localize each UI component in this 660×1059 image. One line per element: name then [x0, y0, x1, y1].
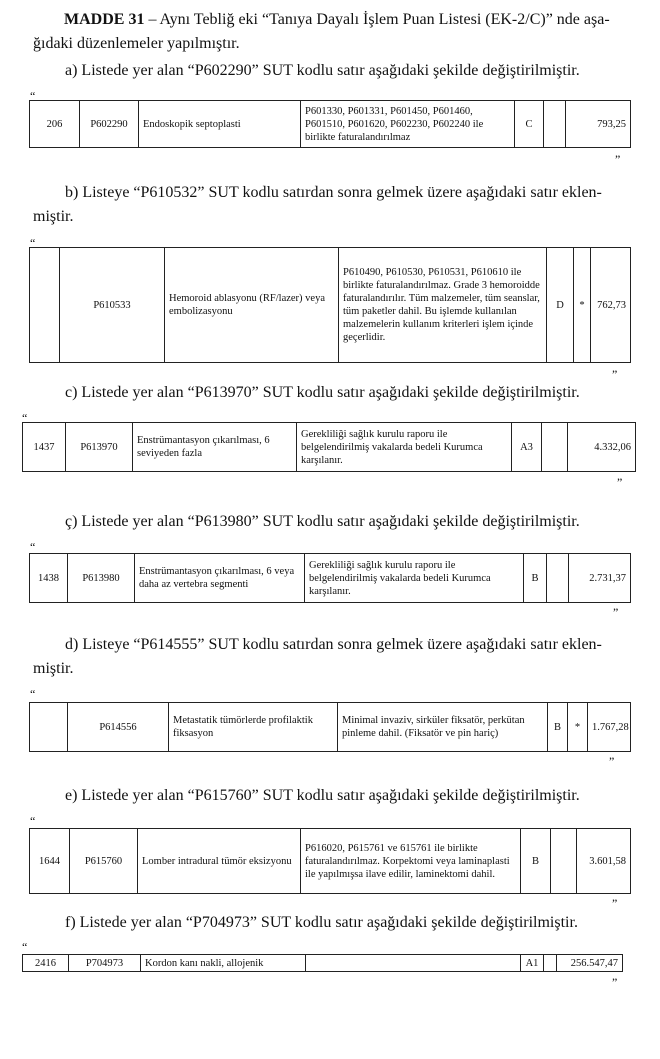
- sut-table-c-cedilla: [29, 553, 631, 603]
- table-row: [30, 703, 631, 752]
- close-quote: ”: [617, 475, 623, 489]
- cell-puan: 793,25: [566, 101, 631, 148]
- sut-table-c: [22, 422, 636, 472]
- cell-sut-kodu: P610533: [60, 248, 165, 363]
- cell-islem-adi: Kordon kanı nakli, allojenik: [141, 955, 306, 972]
- section-heading-c: c) Listede yer alan “P613970” SUT kodlu satır aşağıdaki şekilde değiştirilmiştir.: [65, 384, 580, 401]
- close-quote: ”: [612, 367, 618, 381]
- table-row: [23, 423, 636, 472]
- cell-isaret: [547, 554, 569, 603]
- cell-puan: 4.332,06: [568, 423, 636, 472]
- table-row: [30, 248, 631, 363]
- open-quote: “: [30, 814, 36, 828]
- sut-table-b: [29, 247, 631, 363]
- cell-isaret: [542, 423, 568, 472]
- cell-sira: [30, 248, 60, 363]
- cell-isaret: [544, 101, 566, 148]
- cell-aciklama: Gerekliliği sağlık kurulu raporu ile belgelendirilmiş vakalarda bedeli Kurumca karşılanır.: [297, 423, 512, 472]
- cell-aciklama: P616020, P615761 ve 615761 ile birlikte faturalandırılmaz. Korpektomi veya laminaplasti ile yapılmışsa ilave edilir, laminektomi dahil.: [301, 829, 521, 894]
- cell-aciklama: P601330, P601331, P601450, P601460, P601510, P601620, P602230, P602240 ile birlikte faturalandırılmaz: [301, 101, 515, 148]
- section-heading-c-cedilla: ç) Listede yer alan “P613980” SUT kodlu satır aşağıdaki şekilde değiştirilmiştir.: [65, 513, 580, 530]
- cell-grup: B: [524, 554, 547, 603]
- open-quote: “: [30, 540, 36, 554]
- table-row: [30, 101, 631, 148]
- cell-islem-adi: Metastatik tümörlerde profilaktik fiksasyon: [169, 703, 338, 752]
- open-quote: “: [30, 236, 36, 250]
- open-quote: “: [22, 940, 28, 954]
- close-quote: ”: [609, 754, 615, 768]
- cell-islem-adi: Endoskopik septoplasti: [139, 101, 301, 148]
- sut-table-f: [22, 954, 623, 972]
- article-intro-line-2: ğıdaki düzenlemeler yapılmıştır.: [33, 35, 240, 52]
- open-quote: “: [30, 687, 36, 701]
- cell-puan: 762,73: [591, 248, 631, 363]
- cell-grup: B: [521, 829, 551, 894]
- cell-grup: A3: [512, 423, 542, 472]
- cell-puan: 256.547,47: [557, 955, 623, 972]
- sut-table-e: [29, 828, 631, 894]
- cell-islem-adi: Enstrümantasyon çıkarılması, 6 veya daha az vertebra segmenti: [135, 554, 305, 603]
- section-heading-e: e) Listede yer alan “P615760” SUT kodlu satır aşağıdaki şekilde değiştirilmiştir.: [65, 787, 580, 804]
- cell-puan: 1.767,28: [588, 703, 631, 752]
- article-intro-text: – Aynı Tebliğ eki “Tanıya Dayalı İşlem Puan Listesi (EK-2/C)” nde aşa-: [144, 11, 610, 28]
- cell-sut-kodu: P613980: [68, 554, 135, 603]
- cell-grup: A1: [521, 955, 544, 972]
- cell-aciklama: Gerekliliği sağlık kurulu raporu ile belgelendirilmiş vakalarda bedeli Kurumca karşılanır.: [305, 554, 524, 603]
- cell-sira: 1644: [30, 829, 70, 894]
- cell-grup: D: [547, 248, 574, 363]
- cell-aciklama: Minimal invaziv, sirküler fiksatör, perkütan pinleme dahil. (Fiksatör ve pin hariç): [338, 703, 548, 752]
- cell-islem-adi: Enstrümantasyon çıkarılması, 6 seviyeden fazla: [133, 423, 297, 472]
- cell-isaret: *: [568, 703, 588, 752]
- cell-isaret: [544, 955, 557, 972]
- close-quote: ”: [612, 896, 618, 910]
- open-quote: “: [30, 89, 36, 103]
- cell-sut-kodu: P704973: [69, 955, 141, 972]
- section-heading-f: f) Listede yer alan “P704973” SUT kodlu satır aşağıdaki şekilde değiştirilmiştir.: [65, 914, 578, 931]
- article-number: MADDE 31: [64, 11, 145, 28]
- cell-isaret: [551, 829, 577, 894]
- cell-sira: 1437: [23, 423, 66, 472]
- cell-sut-kodu: P615760: [70, 829, 138, 894]
- table-row: [23, 955, 623, 972]
- cell-sira: 2416: [23, 955, 69, 972]
- close-quote: ”: [613, 605, 619, 619]
- section-heading-d: d) Listeye “P614555” SUT kodlu satırdan sonra gelmek üzere aşağıdaki satır eklen-: [65, 636, 602, 653]
- cell-puan: 2.731,37: [569, 554, 631, 603]
- section-heading-b-cont: miştir.: [33, 208, 74, 225]
- cell-grup: B: [548, 703, 568, 752]
- cell-sut-kodu: P614556: [68, 703, 169, 752]
- close-quote: ”: [612, 975, 618, 989]
- sut-table-a: [29, 100, 631, 148]
- cell-sira: 1438: [30, 554, 68, 603]
- cell-grup: C: [515, 101, 544, 148]
- close-quote: ”: [615, 152, 621, 166]
- table-row: [30, 554, 631, 603]
- cell-islem-adi: Hemoroid ablasyonu (RF/lazer) veya embolizasyonu: [165, 248, 339, 363]
- table-row: [30, 829, 631, 894]
- cell-aciklama: [306, 955, 521, 972]
- section-heading-b: b) Listeye “P610532” SUT kodlu satırdan sonra gelmek üzere aşağıdaki satır eklen-: [65, 184, 602, 201]
- open-quote: “: [22, 411, 28, 425]
- cell-sut-kodu: P602290: [80, 101, 139, 148]
- sut-table-d: [29, 702, 631, 752]
- cell-aciklama: P610490, P610530, P610531, P610610 ile birlikte faturalandırılmaz. Grade 3 hemoroidde faturalandırılır. Tüm malzemeler, tüm seanslar, tüm paketler dahil. Bu işlemde kullanılan malzemelerin kullanım kriterleri işlem içinde geçerlidir.: [339, 248, 547, 363]
- cell-sut-kodu: P613970: [66, 423, 133, 472]
- cell-isaret: *: [574, 248, 591, 363]
- article-intro-line-1: [64, 10, 610, 30]
- section-heading-d-cont: miştir.: [33, 660, 74, 677]
- cell-islem-adi: Lomber intradural tümör eksizyonu: [138, 829, 301, 894]
- cell-sira: 206: [30, 101, 80, 148]
- section-heading-a: a) Listede yer alan “P602290” SUT kodlu satır aşağıdaki şekilde değiştirilmiştir.: [65, 62, 580, 79]
- cell-sira: [30, 703, 68, 752]
- cell-puan: 3.601,58: [577, 829, 631, 894]
